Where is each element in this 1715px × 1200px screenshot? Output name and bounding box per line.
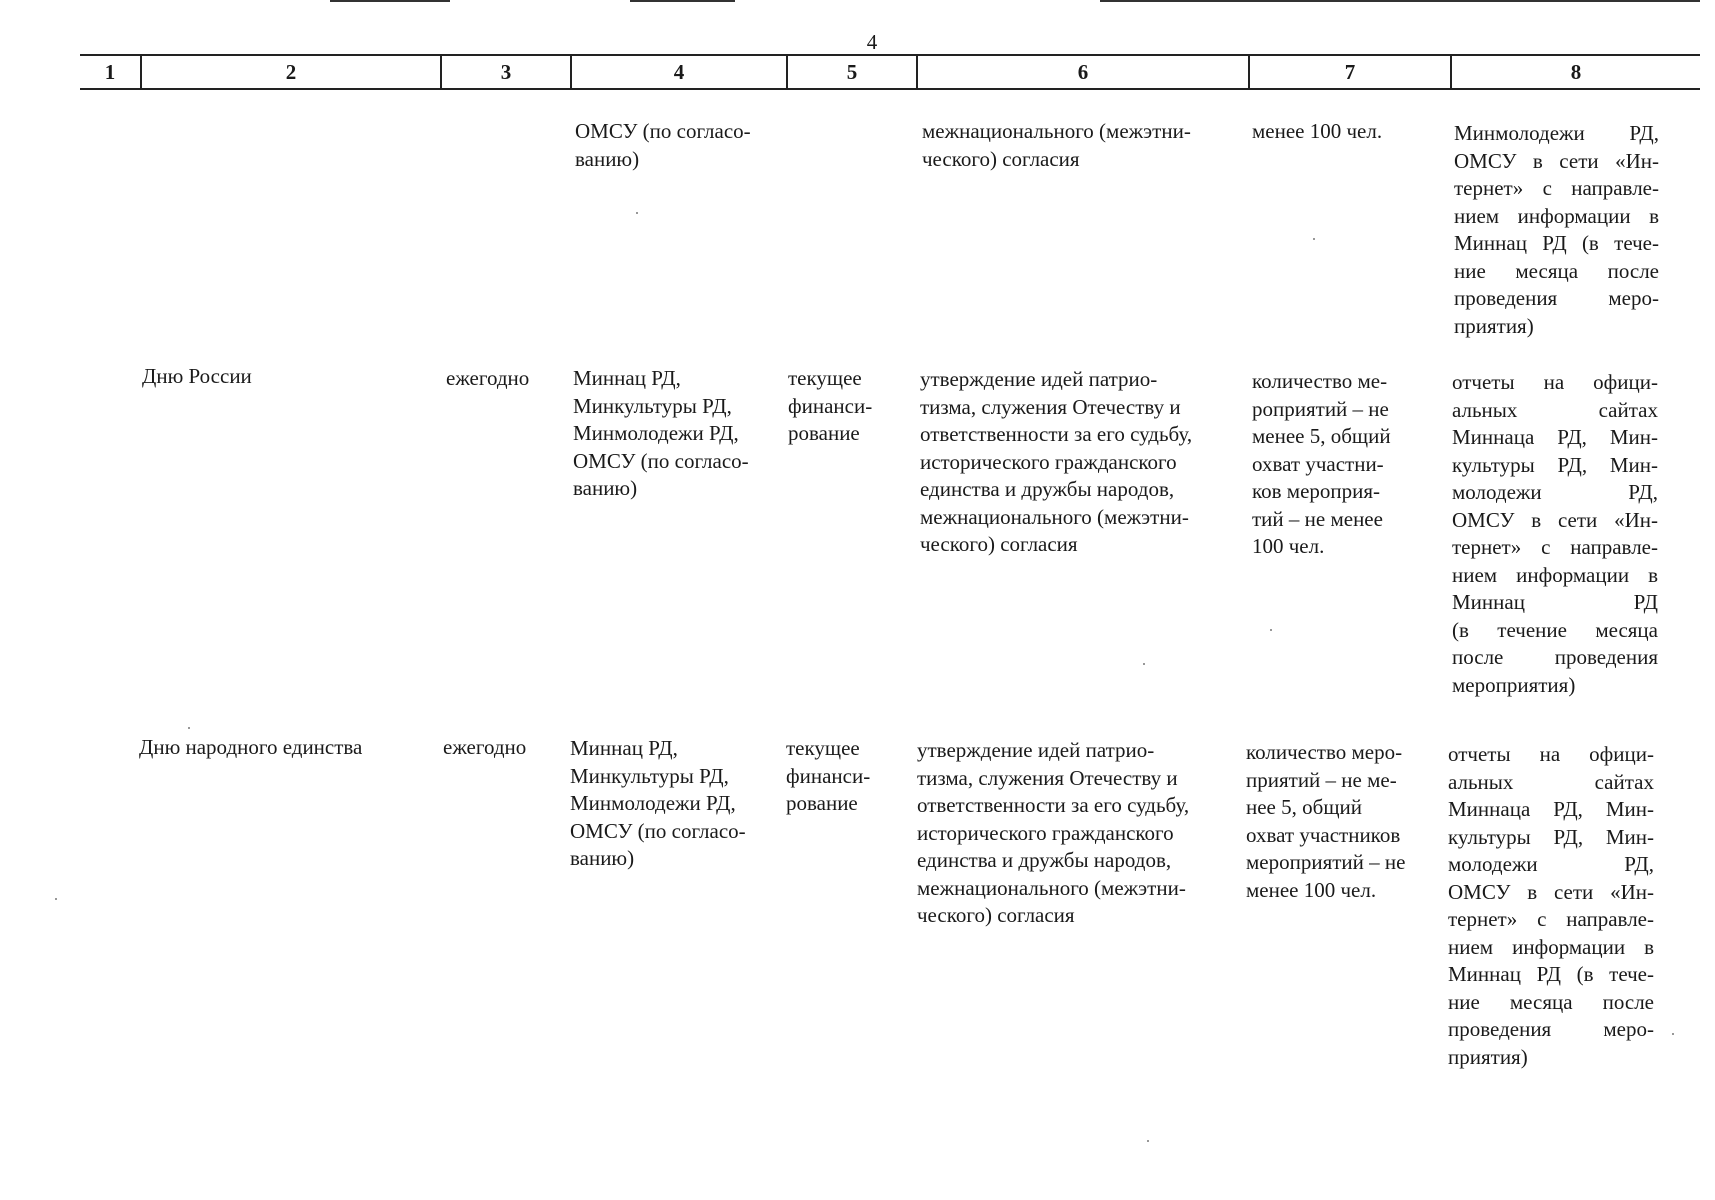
scan-speck: [55, 898, 57, 900]
row-2-period: [446, 365, 529, 393]
row-3-report-line: нием информации в: [1448, 934, 1654, 959]
column-number-2: 2: [140, 56, 440, 88]
row-2-event: [142, 363, 252, 391]
row-3-result: [917, 737, 1189, 930]
scan-speck: [188, 727, 190, 729]
row-3-report-line: ние месяца после: [1448, 989, 1654, 1014]
row-1-executors: [575, 118, 751, 173]
row-3-report-line: ОМСУ в сети «Ин-: [1448, 879, 1654, 904]
row-2-report-line: (в течение месяца: [1452, 617, 1658, 642]
row-2-result-line: утверждение идей патрио-: [920, 367, 1158, 391]
row-3-executors-line: Миннац РД,: [570, 736, 678, 760]
row-2-report-line: после проведения: [1452, 645, 1658, 669]
row-2-report-line: Миннац РД: [1452, 590, 1658, 614]
scan-speck: [1143, 663, 1145, 665]
row-2-indicator-line: роприятий – не: [1252, 396, 1389, 421]
row-2-indicator-line: количество ме-: [1252, 369, 1388, 393]
row-2-report-line: мероприятия): [1452, 672, 1576, 697]
row-3-executors-line: Минкультуры РД,: [570, 763, 729, 788]
row-3-event: [139, 734, 362, 762]
row-2-report-line: отчеты на офици-: [1452, 370, 1658, 394]
column-number-6: 6: [916, 56, 1248, 88]
row-3-result-line: исторического гражданского: [917, 820, 1174, 845]
row-2-executors-line: Минкультуры РД,: [573, 393, 732, 418]
row-1-executors-line: ванию): [575, 146, 640, 171]
row-2-indicator-line: охват участни-: [1252, 451, 1384, 476]
row-2-indicator-line: ков мероприя-: [1252, 479, 1381, 503]
row-2-report-line: ОМСУ в сети «Ин-: [1452, 507, 1658, 532]
row-3-result-line: межнационального (межэтни-: [917, 875, 1186, 900]
row-2-result-line: единства и дружбы народов,: [920, 477, 1175, 501]
scan-speck: [1270, 629, 1272, 631]
row-3-report-line: Миннаца РД, Мин-: [1448, 797, 1654, 821]
row-2-financing: [788, 365, 872, 448]
row-2-report-line: альных сайтах: [1452, 397, 1658, 422]
row-2-indicator: [1252, 368, 1391, 561]
column-number-3: 3: [440, 56, 570, 88]
row-3-indicator-line: количество меро-: [1246, 740, 1403, 764]
row-2-indicator-line: тий – не менее: [1252, 506, 1383, 531]
row-3-report-line: альных сайтах: [1448, 769, 1654, 794]
row-3-indicator-line: менее 100 чел.: [1246, 877, 1377, 902]
row-2-report-line: Миннаца РД, Мин-: [1452, 425, 1658, 449]
column-number-header: [80, 54, 1700, 90]
scan-speck: [636, 212, 638, 214]
row-1-report-line: проведения меро-: [1454, 286, 1659, 310]
row-3-report-line: молодежи РД,: [1448, 852, 1654, 876]
row-3-report: [1448, 741, 1654, 1071]
row-1-result-line: межнационального (межэтни-: [922, 119, 1191, 143]
row-3-result-line: утверждение идей патрио-: [917, 738, 1155, 762]
row-2-financing-line: текущее: [788, 366, 862, 390]
row-2-result-line: исторического гражданского: [920, 449, 1177, 474]
column-number-1: 1: [104, 60, 116, 84]
row-3-indicator-line: мероприятий – не: [1246, 850, 1406, 874]
row-1-report-line: нием информации в: [1454, 203, 1659, 228]
row-3-indicator-line: приятий – не ме-: [1246, 767, 1397, 792]
row-1-report-line: тернет» с направле-: [1454, 176, 1659, 200]
row-2-report-line: культуры РД, Мин-: [1452, 452, 1658, 477]
row-3-result-line: тизма, служения Отечеству и: [917, 765, 1178, 790]
row-1-report: [1454, 120, 1659, 340]
row-2-executors: [573, 365, 749, 503]
row-2-report-line: молодежи РД,: [1452, 480, 1658, 504]
row-3-executors-line: ванию): [570, 846, 635, 870]
row-2-executors-line: ванию): [573, 476, 638, 500]
row-1-executors-line: ОМСУ (по согласо-: [575, 119, 751, 143]
row-3-financing: [786, 735, 870, 818]
row-1-report-line: Минмолодежи РД,: [1454, 121, 1659, 145]
row-3-result-line: ческого) согласия: [917, 903, 1075, 927]
row-3-report-line: проведения меро-: [1448, 1017, 1654, 1041]
row-3-period: [443, 734, 526, 762]
row-1-result-line: ческого) согласия: [922, 146, 1080, 171]
row-2-result-line: тизма, служения Отечеству и: [920, 394, 1181, 419]
row-2-report-line: тернет» с направле-: [1452, 535, 1658, 559]
row-3-executors: [570, 735, 746, 873]
row-2-period-text: ежегодно: [446, 366, 530, 390]
row-3-report-line: тернет» с направле-: [1448, 907, 1654, 931]
row-2-result-line: межнационального (межэтни-: [920, 504, 1189, 529]
row-3-executors-line: Минмолодежи РД,: [570, 791, 736, 815]
row-3-financing-line: рование: [786, 791, 858, 815]
row-1-report-line: ОМСУ в сети «Ин-: [1454, 148, 1659, 173]
row-2-indicator-line: 100 чел.: [1252, 534, 1325, 558]
row-2-result-line: ческого) согласия: [920, 532, 1078, 556]
row-3-result-line: ответственности за его судьбу,: [917, 793, 1190, 817]
row-1-report-line: ние месяца после: [1454, 258, 1659, 283]
row-2-financing-line: рование: [788, 421, 860, 445]
row-1-result: [922, 118, 1191, 173]
row-1-indicator: [1252, 118, 1382, 146]
row-3-report-line: Миннац РД (в тече-: [1448, 962, 1654, 986]
row-2-financing-line: финанси-: [788, 393, 873, 418]
scan-speck: [1313, 238, 1315, 240]
column-number-8: 8: [1450, 56, 1700, 88]
row-3-indicator-line: нее 5, общий: [1246, 795, 1362, 819]
row-1-report-line: приятия): [1454, 313, 1534, 338]
column-number-7: 7: [1248, 56, 1450, 88]
row-1-report-line: Миннац РД (в тече-: [1454, 231, 1659, 255]
row-3-report-line: приятия): [1448, 1044, 1528, 1069]
row-3-result-line: единства и дружбы народов,: [917, 848, 1172, 872]
row-2-result: [920, 366, 1192, 559]
row-2-result-line: ответственности за его судьбу,: [920, 422, 1193, 446]
row-3-indicator-line: охват участников: [1246, 822, 1401, 847]
row-3-financing-line: текущее: [786, 736, 860, 760]
row-2-executors-line: Миннац РД,: [573, 366, 681, 390]
row-3-period-text: ежегодно: [443, 735, 527, 759]
row-3-executors-line: ОМСУ (по согласо-: [570, 818, 746, 843]
row-1-indicator-line: менее 100 чел.: [1252, 119, 1383, 143]
top-rule-middle: [630, 0, 735, 2]
row-3-report-line: отчеты на офици-: [1448, 742, 1654, 766]
row-2-indicator-line: менее 5, общий: [1252, 424, 1391, 448]
row-3-event-text: Дню народного единства: [139, 735, 363, 759]
column-number-5: 5: [786, 56, 916, 88]
row-3-indicator: [1246, 739, 1405, 904]
page-number: 4: [866, 30, 878, 54]
row-2-executors-line: Минмолодежи РД,: [573, 421, 739, 445]
top-rule-right: [1100, 0, 1700, 2]
row-3-financing-line: финанси-: [786, 763, 871, 788]
row-2-event-text: Дню России: [142, 364, 252, 388]
row-2-executors-line: ОМСУ (по согласо-: [573, 448, 749, 473]
scan-speck: [1147, 1140, 1149, 1142]
top-rule-left: [330, 0, 450, 2]
row-2-report-line: нием информации в: [1452, 562, 1658, 587]
row-3-report-line: культуры РД, Мин-: [1448, 824, 1654, 849]
scan-speck: [1672, 1033, 1674, 1035]
row-2-report: [1452, 369, 1658, 699]
column-number-4: 4: [570, 56, 786, 88]
